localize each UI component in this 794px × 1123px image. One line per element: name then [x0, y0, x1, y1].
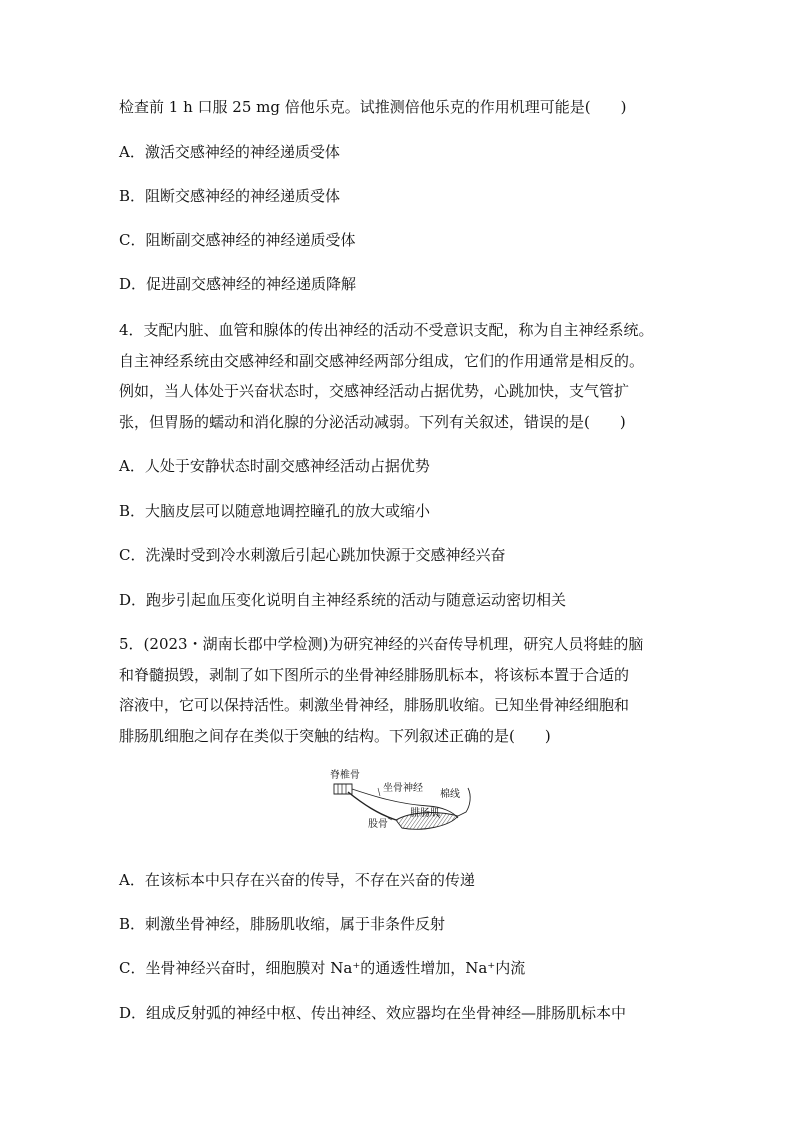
q4-option-b: B．大脑皮层可以随意地调控瞳孔的放大或缩小 — [119, 502, 431, 520]
q5-option-c: C．坐骨神经兴奋时，细胞膜对 Na⁺的通透性增加，Na⁺内流 — [119, 959, 526, 977]
q5-stem-line-2: 和脊髓损毁，剥制了如下图所示的坐骨神经腓肠肌标本，将该标本置于合适的 — [119, 666, 630, 684]
q4-stem-line-1: 4．支配内脏、血管和腺体的传出神经的活动不受意识支配，称为自主神经系统。 — [119, 321, 654, 339]
figure-label-sciatic-nerve: 坐骨神经 — [383, 783, 423, 794]
figure-label-femur: 股骨 — [368, 819, 388, 830]
figure-label-spine: 脊椎骨 — [330, 770, 360, 781]
q4-option-d: D．跑步引起血压变化说明自主神经系统的活动与随意运动密切相关 — [119, 591, 567, 609]
q4-stem-line-2: 自主神经系统由交感神经和副交感神经两部分组成，它们的作用通常是相反的。 — [119, 352, 645, 370]
q3-option-c: C．阻断副交感神经的神经递质受体 — [119, 231, 356, 249]
q4-stem-line-3: 例如，当人体处于兴奋状态时，交感神经活动占据优势，心跳加快，支气管扩 — [119, 382, 630, 400]
q5-option-d: D．组成反射弧的神经中枢、传出神经、效应器均在坐骨神经—腓肠肌标本中 — [119, 1004, 627, 1022]
q4-stem-line-4: 张，但胃肠的蠕动和消化腺的分泌活动减弱。下列有关叙述，错误的是( ) — [119, 413, 626, 431]
q5-option-b: B．刺激坐骨神经，腓肠肌收缩，属于非条件反射 — [119, 915, 446, 933]
q5-stem-line-1: 5．(2023・湖南长郡中学检测)为研究神经的兴奋传导机理，研究人员将蛙的脑 — [119, 635, 644, 653]
q5-option-a: A．在该标本中只存在兴奋的传导，不存在兴奋的传递 — [119, 871, 475, 889]
figure-label-gastrocnemius: 腓肠肌 — [410, 808, 440, 819]
q5-stem-line-4: 腓肠肌细胞之间存在类似于突触的结构。下列叙述正确的是( ) — [119, 727, 551, 745]
q3-option-a: A．激活交感神经的神经递质受体 — [119, 143, 340, 161]
q3-stem: 检查前 1 h 口服 25 mg 倍他乐克。试推测倍他乐克的作用机理可能是( ) — [119, 98, 627, 116]
q3-option-b: B．阻断交感神经的神经递质受体 — [119, 187, 341, 205]
figure-label-thread: 棉线 — [440, 789, 460, 800]
q3-option-d: D．促进副交感神经的神经递质降解 — [119, 275, 357, 293]
q4-option-a: A．人处于安静状态时副交感神经活动占据优势 — [119, 457, 430, 475]
q5-stem-line-3: 溶液中，它可以保持活性。刺激坐骨神经，腓肠肌收缩。已知坐骨神经细胞和 — [119, 696, 630, 714]
q4-option-c: C．洗澡时受到冷水刺激后引起心跳加快源于交感神经兴奋 — [119, 546, 506, 564]
